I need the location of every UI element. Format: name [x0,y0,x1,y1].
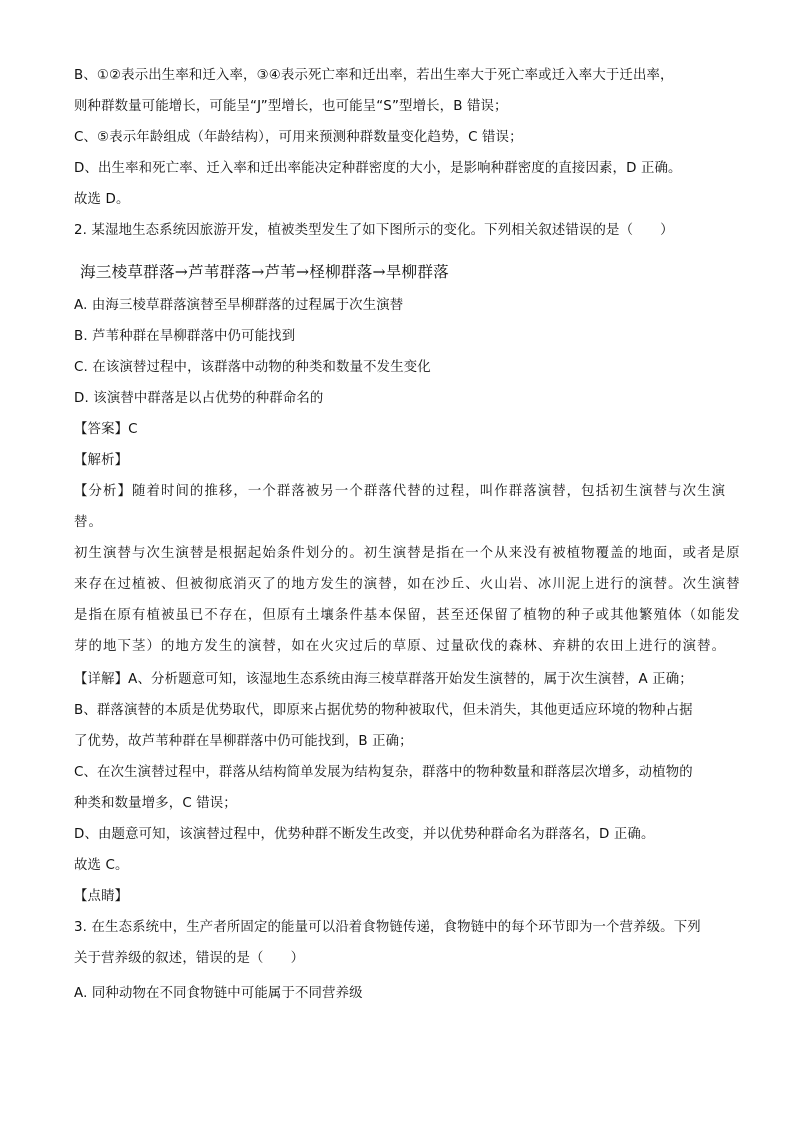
analysis-label: 【解析】 [74,453,129,468]
answer-line [74,420,732,440]
succession-para-line-1: 初生演替与次生演替是根据起始条件划分的。初生演替是指在一个从来没有被植物覆盖的地面，或者是原 [74,546,741,561]
succession-para-line-4: 芽的地下茎）的地方发生的演替，如在火灾过后的草原、过量砍伐的森林、弃耕的农田上进行的演替。 [74,639,727,654]
q2-conclusion: 故选 C。 [74,858,129,873]
prev-option-c: C、⑤表示年龄组成（年龄结构），可用来预测种群数量变化趋势，C 错误； [74,130,523,145]
detail-label: 【详解】 [74,672,129,687]
succession-para-line-3: 是指在原有植被虽已不存在，但原有土壤条件基本保留，甚至还保留了植物的种子或其他繁殖体（如能发 [74,608,741,623]
answer-value: C [128,422,138,437]
succession-para-line-2: 来存在过植被、但被彻底消灭了的地方发生的演替，如在沙丘、火山岩、冰川泥上进行的演替。次生演替 [74,577,741,592]
question-3-stem-line-2: 关于营养级的叙述，错误的是（ ） [74,951,305,966]
detail-line-b-2: 了优势，故芦苇种群在旱柳群落中仍可能找到，B 正确； [74,734,413,749]
q3-option-a: A. 同种动物在不同食物链中可能属于不同营养级 [74,986,363,1001]
fenxi-line-1 [74,482,732,502]
q2-option-c: C. 在该演替过程中，该群落中动物的种类和数量不发生变化 [74,360,431,375]
detail-a-text: A、分析题意可知，该湿地生态系统由海三棱草群落开始发生演替的，属于次生演替，A 正确； [128,672,693,687]
q2-option-a: A. 由海三棱草群落演替至旱柳群落的过程属于次生演替 [74,298,404,313]
detail-line-d: D、由题意可知，该演替过程中，优势种群不断发生改变，并以优势种群命名为群落名，D 正确。 [74,827,655,842]
fenxi-line-2: 替。 [74,515,103,530]
detail-line-b-1: B、群落演替的本质是优势取代，即原来占据优势的物种被取代，但未消失，其他更适应环境的物种占据 [74,703,693,718]
fenxi-text: 随着时间的推移，一个群落被另一个群落代替的过程，叫作群落演替，包括初生演替与次生演 [131,484,727,499]
prev-option-b-line-2: 则种群数量可能增长，可能呈“J”型增长，也可能呈“S”型增长，B 错误； [74,99,508,114]
succession-chain-figure: 海三棱草群落→芦苇群落→芦苇→柽柳群落→旱柳群落 [80,263,449,281]
fenxi-label: 【分析】 [74,484,132,499]
q2-option-b: B. 芦苇种群在旱柳群落中仍可能找到 [74,329,296,344]
q2-option-d: D. 该演替中群落是以占优势的种群命名的 [74,391,324,406]
prev-option-b-line-1: B、①②表示出生率和迁入率，③④表示死亡率和迁出率，若出生率大于死亡率或迁入率大于迁出率， [74,68,674,83]
question-2-stem: 2. 某湿地生态系统因旅游开发，植被类型发生了如下图所示的变化。下列相关叙述错误的是（ ） [74,223,674,238]
detail-line-a [74,670,732,690]
answer-label: 【答案】 [74,422,129,437]
comment-label: 【点睛】 [74,889,129,904]
detail-line-c-1: C、在次生演替过程中，群落从结构简单发展为结构复杂，群落中的物种数量和群落层次增多，动植物的 [74,765,693,780]
prev-conclusion: 故选 D。 [74,192,130,207]
prev-option-d: D、出生率和死亡率、迁入率和迁出率能决定种群密度的大小，是影响种群密度的直接因素，D 正确。 [74,161,682,176]
question-3-stem-line-1: 3. 在生态系统中，生产者所固定的能量可以沿着食物链传递，食物链中的每个环节即为一个营养级。下列 [74,920,701,935]
detail-line-c-2: 种类和数量增多，C 错误； [74,796,237,811]
